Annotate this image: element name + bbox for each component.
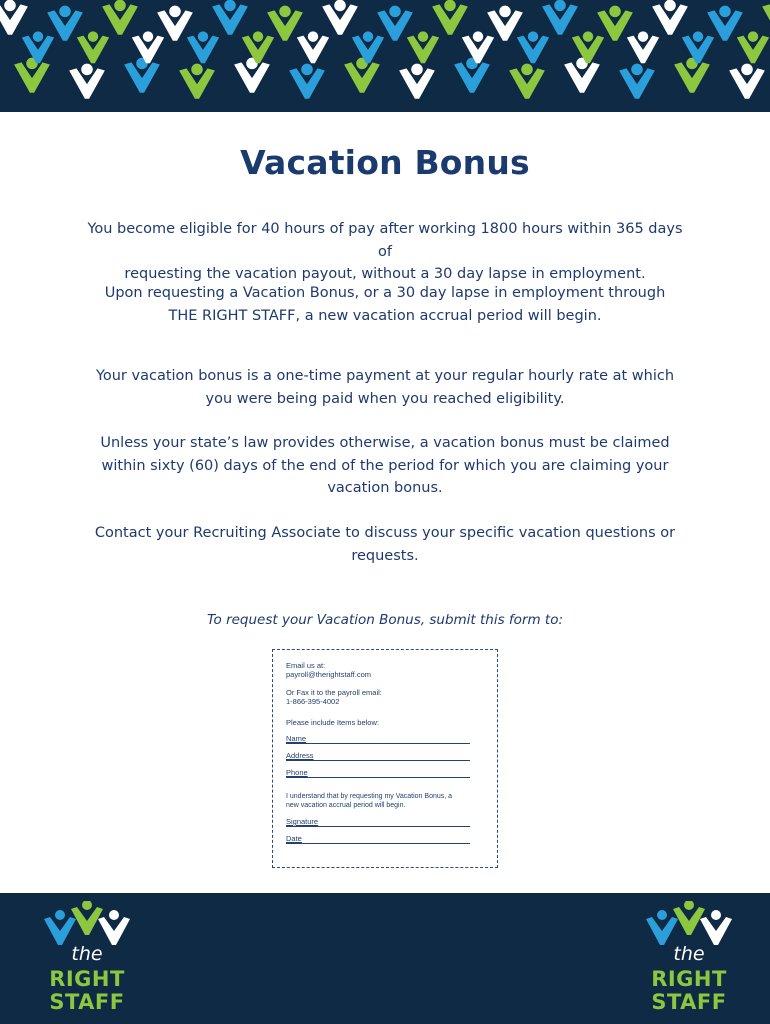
fax-number: 1-866-395-4002 [286, 697, 340, 706]
text-line: requesting the vacation payout, without a 30 day lapse in employment. [124, 266, 646, 282]
person-icon [242, 31, 274, 63]
person-icon [462, 31, 494, 63]
person-icon [267, 6, 303, 41]
contact-paragraph [80, 522, 690, 567]
phone-label: Phone [286, 768, 308, 777]
person-icon [14, 58, 50, 93]
logo-person-head [82, 901, 92, 910]
text-line: requests. [351, 547, 419, 564]
payment-paragraph [80, 365, 690, 410]
person-icon [69, 64, 105, 99]
person-icon [509, 64, 545, 99]
logo-person-head [109, 910, 119, 920]
text-line: vacation bonus. [327, 480, 443, 496]
date-label: Date [286, 834, 302, 843]
person-icon [132, 31, 164, 63]
submit-instruction: To request your Vacation Bonus, submit this form to: [206, 612, 564, 628]
logo-person-body [673, 907, 705, 935]
person-icon [322, 0, 358, 35]
text-line: Upon requesting a Vacation Bonus, or a 30 day lapse in employment through [104, 285, 666, 301]
logo-person-body [44, 917, 76, 945]
header-banner [0, 0, 770, 112]
person-icon [542, 0, 578, 35]
logo-person-head [657, 910, 667, 920]
include-items-label: Please include Items below: [286, 718, 379, 727]
person-icon [77, 31, 109, 63]
name-label: Name [286, 734, 307, 743]
person-icon [627, 31, 659, 63]
the-right-staff-logo-left [32, 901, 142, 1021]
person-icon [297, 31, 329, 63]
the-right-staff-logo-right [634, 901, 744, 1021]
address-field[interactable] [286, 750, 470, 761]
phone-field[interactable] [286, 767, 470, 778]
text-line: Unless your state’s law provides otherwise, a vacation bonus must be claimed [100, 435, 670, 451]
text-line: Contact your Recruiting Associate to discuss your specific vacation questions or [94, 525, 676, 541]
person-icon [22, 31, 54, 63]
logo-staff-text: STAFF [651, 990, 727, 1014]
person-icon [652, 0, 688, 35]
person-icon [762, 0, 770, 35]
person-icon [454, 58, 490, 93]
signature-label: Signature [286, 817, 319, 826]
text-line: You become eligible for 40 hours of pay after working 1800 hours within 365 days of [87, 221, 683, 260]
person-icon [124, 58, 160, 93]
person-icon [102, 0, 138, 35]
person-icon [352, 31, 384, 63]
person-icon [179, 64, 215, 99]
person-icon [407, 31, 439, 63]
logo-right-text: RIGHT [651, 967, 727, 991]
person-icon [432, 0, 468, 35]
person-icon [289, 64, 325, 99]
person-icon [487, 6, 523, 41]
logo-person-head [684, 901, 694, 910]
text-line: within sixty (60) days of the end of the period for which you are claiming your [101, 457, 669, 474]
logo-person-body [700, 917, 732, 945]
logo-person-head [711, 910, 721, 920]
acknowledgement-line-1: I understand that by requesting my Vacation Bonus, a [286, 793, 453, 800]
person-icon [729, 64, 765, 99]
acknowledgement-line-2: new vacation accrual period will begin. [286, 802, 406, 809]
text-line: Your vacation bonus is a one-time payment at your regular hourly rate at which [95, 368, 675, 384]
logo-person-body [98, 917, 130, 945]
person-icon [344, 58, 380, 93]
eligibility-paragraph [80, 218, 690, 286]
person-icon [377, 6, 413, 41]
signature-field[interactable] [286, 816, 470, 827]
fax-label: Or Fax it to the payroll email: [286, 688, 382, 697]
logo-the-text: the [673, 943, 705, 965]
person-icon [572, 31, 604, 63]
person-icon [737, 31, 769, 63]
person-icon [564, 58, 600, 93]
text-line: THE RIGHT STAFF, a new vacation accrual period will begin. [168, 307, 602, 324]
person-icon [47, 6, 83, 41]
page-title: Vacation Bonus [240, 143, 530, 182]
logo-right-text: RIGHT [49, 967, 125, 991]
name-field[interactable] [286, 733, 470, 744]
person-icon [399, 64, 435, 99]
text-line: you were being paid when you reached eligibility. [205, 390, 565, 407]
logo-person-head [55, 910, 65, 920]
person-icon [517, 31, 549, 63]
person-icon [619, 64, 655, 99]
address-label: Address [286, 751, 314, 760]
person-icon [234, 58, 270, 93]
person-icon [157, 6, 193, 41]
date-field[interactable] [286, 833, 470, 844]
logo-person-body [646, 917, 678, 945]
person-icon [212, 0, 248, 35]
claim-deadline-paragraph [80, 432, 690, 500]
logo-staff-text: STAFF [49, 990, 125, 1014]
person-icon [707, 6, 743, 41]
email-label: Email us at: [286, 661, 326, 670]
request-form [272, 649, 498, 868]
accrual-paragraph [80, 282, 690, 327]
person-icon [674, 58, 710, 93]
people-pattern-banner [0, 0, 770, 112]
footer-band [0, 893, 770, 1024]
logo-person-body [71, 907, 103, 935]
person-icon [0, 0, 28, 35]
logo-the-text: the [71, 943, 103, 965]
person-icon [682, 31, 714, 63]
person-icon [597, 6, 633, 41]
person-icon [187, 31, 219, 63]
email-link[interactable]: payroll@therightstaff.com [286, 670, 372, 679]
